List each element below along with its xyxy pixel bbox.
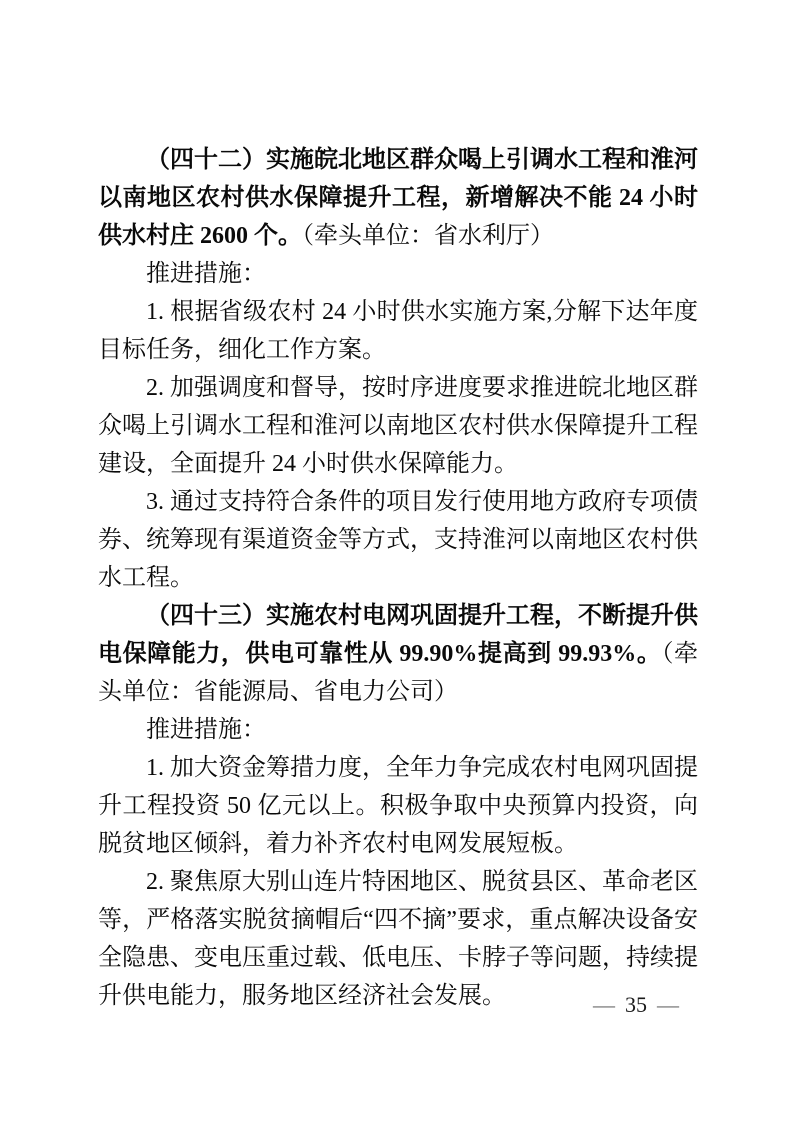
document-body [98, 141, 698, 1015]
section-42-lead-unit: （牵头单位：省水利厅） [302, 223, 554, 249]
section-43-measure-1: 1. 加大资金筹措力度，全年力争完成农村电网巩固提升工程投资 50 亿元以上。积极争取中央预算内投资，向脱贫地区倾斜，着力补齐农村电网发展短板。 [98, 755, 698, 857]
section-43-lead-unit: （牵头单位：省能源局、省电力公司） [98, 641, 699, 705]
section-43-heading-paragraph [98, 597, 698, 711]
page-number-block [566, 991, 706, 1019]
page-number-dash-left: — [593, 992, 615, 1017]
section-42-measure-3: 3. 通过支持符合条件的项目发行使用地方政府专项债券、统筹现有渠道资金等方式，支持淮河以南地区农村供水工程。 [98, 489, 698, 591]
section-43-title: （四十三）实施农村电网巩固提升工程，不断提升供电保障能力，供电可靠性从 99.90%提高到 99.93%。 [98, 603, 698, 667]
page-footer [0, 991, 793, 1019]
section-42-title: （四十二）实施皖北地区群众喝上引调水工程和淮河以南地区农村供水保障提升工程，新增解决不能 24 小时供水村庄 2600 个。 [98, 147, 698, 249]
page-number: 35 [625, 992, 647, 1017]
section-42-measure-1: 1. 根据省级农村 24 小时供水实施方案,分解下达年度目标任务，细化工作方案。 [98, 299, 698, 363]
section-42-heading-paragraph [98, 141, 698, 255]
section-42-measures-label: 推进措施： [146, 261, 266, 287]
page-number-dash-right: — [657, 992, 679, 1017]
section-43-measures-label: 推进措施： [146, 717, 266, 743]
section-42-measure-2: 2. 加强调度和督导，按时序进度要求推进皖北地区群众喝上引调水工程和淮河以南地区农村供水保障提升工程建设，全面提升 24 小时供水保障能力。 [98, 375, 698, 477]
section-43-measure-2: 2. 聚焦原大别山连片特困地区、脱贫县区、革命老区等，严格落实脱贫摘帽后“四不摘”要求，重点解决设备安全隐患、变电压重过载、低电压、卡脖子等问题，持续提升供电能力，服务地区经济社会发展。 [98, 869, 698, 1009]
